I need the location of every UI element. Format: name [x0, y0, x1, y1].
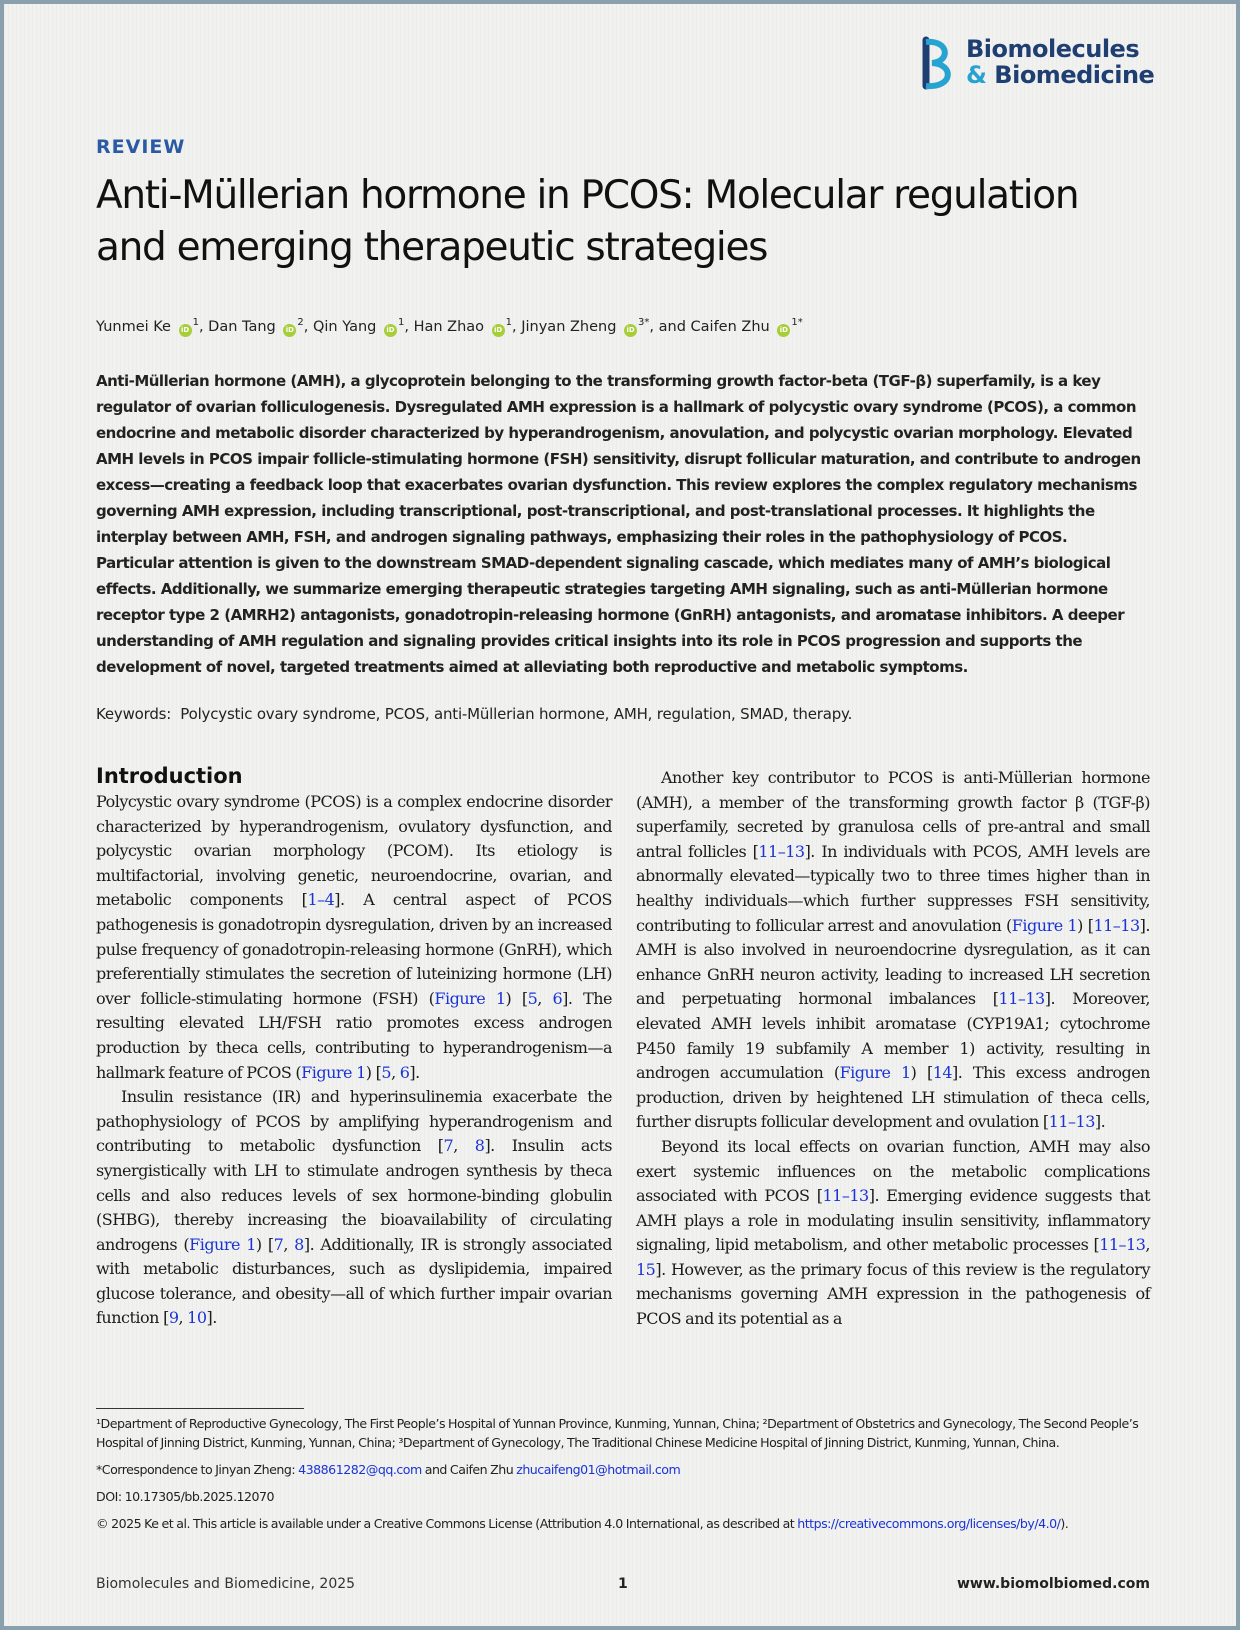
- text-run: ) [: [505, 988, 528, 1008]
- text-run: Polycystic ovary syndrome (PCOS) is a complex endocrine disorder characterized by hyperandrogenism, ovulatory dysfunction, and polycystic ovarian morphology (PCOM). Its etiology is multifactorial, involving genetic, neuroendocrine, ovarian, and metabolic components [: [96, 792, 612, 910]
- text-run: Another key contributor to PCOS is anti-Müllerian hormone (AMH), a member of the transforming growth factor β (TGF-β) superfamily, secreted by granulosa cells of pre-antral and small antral follicles [: [636, 768, 1150, 861]
- orcid-icon[interactable]: iD: [624, 324, 637, 337]
- orcid-icon[interactable]: iD: [384, 324, 397, 337]
- correspondence-mid: and Caifen Zhu: [421, 1462, 517, 1477]
- citation-link[interactable]: 7: [443, 1136, 454, 1156]
- text-run: ]. The resulting elevated LH/FSH ratio promotes excess androgen production by theca cells, contributing to hyperandrogenism—a hallmark feature of PCOS (: [96, 988, 613, 1082]
- author-separator: ,: [303, 318, 313, 335]
- license-note: [96, 1514, 1156, 1533]
- page-number: 1: [618, 1576, 628, 1592]
- body-column-right: [636, 766, 1150, 1332]
- citation-link[interactable]: 5: [527, 988, 538, 1008]
- logo-line-1: Biomolecules: [966, 35, 1140, 63]
- author-list: [96, 317, 1156, 337]
- citation-link[interactable]: 8: [294, 1234, 304, 1254]
- citation-link[interactable]: 11–13: [822, 1186, 869, 1206]
- text-run: ]. Additionally, IR is strongly associated with metabolic disturbances, such as dyslipidemia, impaired glucose tolerance, and obesity—all of which further impair ovarian function [: [96, 1234, 613, 1328]
- author-affiliation: 1: [397, 317, 405, 328]
- license-suffix: ).: [1060, 1516, 1069, 1531]
- author-name: Han Zhao: [413, 318, 489, 335]
- text-run: ]. Emerging evidence suggests that AMH plays a role in modulating insulin sensitivity, inflammatory signaling, lipid metabolism, and other metabolic processes [: [636, 1186, 1151, 1255]
- citation-link[interactable]: 11–13: [758, 841, 805, 861]
- author-name: Caifen Zhu: [690, 318, 775, 335]
- text-run: ) [: [255, 1234, 274, 1254]
- author-name: Dan Tang: [208, 318, 281, 335]
- section-heading-introduction: Introduction: [96, 764, 243, 788]
- text-run: ,: [453, 1136, 475, 1156]
- figure-link[interactable]: Figure 1: [1011, 915, 1078, 935]
- author-separator: ,: [404, 318, 414, 335]
- license-link[interactable]: https://creativecommons.org/licenses/by/4.0/: [797, 1516, 1061, 1531]
- logo-line-2: [966, 62, 1154, 88]
- keywords-label: Keywords:: [96, 705, 172, 723]
- citation-link[interactable]: 7: [273, 1234, 284, 1254]
- citation-link[interactable]: 10: [187, 1308, 207, 1328]
- text-run: ]. Moreover, elevated AMH levels inhibit aromatase (CYP19A1; cytochrome P450 family 19 subfamily A member 1) activity, resulting in androgen accumulation (: [636, 989, 1150, 1083]
- citation-link[interactable]: 6: [399, 1062, 410, 1082]
- keywords-text: Polycystic ovary syndrome, PCOS, anti-Müllerian hormone, AMH, regulation, SMAD, therapy.: [180, 705, 853, 723]
- body-paragraph: [636, 1135, 1150, 1332]
- text-run: ) [: [365, 1062, 382, 1082]
- correspondence-prefix: *Correspondence to Jinyan Zheng:: [96, 1462, 299, 1477]
- citation-link[interactable]: 15: [636, 1259, 656, 1279]
- figure-link[interactable]: Figure 1: [434, 988, 506, 1008]
- text-run: ].: [409, 1062, 420, 1082]
- text-run: ) [: [910, 1063, 933, 1083]
- affiliations-note: ¹Department of Reproductive Gynecology, The First People’s Hospital of Yunnan Province, Kunming, Yunnan, China; ²Department of Obstetrics and Gynecology, The Second People’s Hospital of Jinning District, Kunming, Yunnan, China; ³Department of Gynecology, The Traditional Chinese Medicine Hospital of Jinning District, Kunming, Yunnan, China.: [96, 1416, 1139, 1450]
- text-run: Beyond its local effects on ovarian function, AMH may also exert systemic influences on the metabolic complications associated with PCOS [: [636, 1136, 1150, 1206]
- citation-link[interactable]: 14: [932, 1063, 953, 1083]
- orcid-icon[interactable]: iD: [179, 324, 192, 337]
- citation-link[interactable]: 11–13: [1099, 1235, 1146, 1255]
- figure-link[interactable]: Figure 1: [839, 1063, 911, 1083]
- citation-link[interactable]: 11–13: [1048, 1112, 1095, 1132]
- text-run: ) [: [1077, 915, 1094, 935]
- email-link-1[interactable]: 438861282@qq.com: [298, 1462, 422, 1477]
- author-affiliation: 1: [192, 317, 199, 328]
- text-run: ,: [537, 988, 553, 1008]
- citation-link[interactable]: 11–13: [1093, 915, 1140, 935]
- article-page: [4, 4, 1236, 1626]
- keywords: [96, 705, 1156, 723]
- text-run: ].: [1094, 1112, 1106, 1132]
- text-run: ].: [206, 1308, 217, 1328]
- footnote-divider: [96, 1408, 304, 1409]
- author-affiliation: 1: [505, 317, 513, 328]
- journal-logo[interactable]: [916, 32, 1156, 94]
- orcid-icon[interactable]: iD: [283, 324, 296, 337]
- text-run: ,: [1145, 1235, 1150, 1255]
- author-name: Jinyan Zheng: [521, 318, 622, 335]
- text-run: ]. AMH is also involved in neuroendocrine dysregulation, as it can enhance GnRH neuron activity, leading to increased LH secretion and perpetuating hormonal imbalances [: [636, 915, 1150, 1009]
- figure-link[interactable]: Figure 1: [301, 1062, 366, 1082]
- author-name: Yunmei Ke: [96, 318, 176, 335]
- author-name: Qin Yang: [312, 318, 381, 335]
- text-run: ]. Insulin acts synergistically with LH to stimulate androgen synthesis by theca cells and also reduces levels of sex hormone-binding globulin (SHBG), thereby increasing the bioavailability of circulating androgens (: [96, 1136, 612, 1254]
- orcid-icon[interactable]: iD: [492, 324, 505, 337]
- author-affiliation: 1*: [791, 317, 803, 328]
- footer-website[interactable]: www.biomolbiomed.com: [956, 1576, 1150, 1592]
- doi-note[interactable]: DOI: 10.17305/bb.2025.12070: [96, 1489, 275, 1504]
- figure-link[interactable]: Figure 1: [189, 1234, 256, 1254]
- logo-line-2-text: Biomedicine: [994, 61, 1155, 89]
- text-run: ,: [391, 1062, 400, 1082]
- citation-link[interactable]: 5: [381, 1062, 392, 1082]
- citation-link[interactable]: 8: [474, 1136, 485, 1156]
- abstract: Anti-Müllerian hormone (AMH), a glycoprotein belonging to the transforming growth factor-beta (TGF-β) superfamily, is a key regulator of ovarian folliculogenesis. Dysregulated AMH expression is a hallmark of polycystic ovary syndrome (PCOS), a common endocrine and metabolic disorder characterized by hyperandrogenism, anovulation, and polycystic ovarian morphology. Elevated AMH levels in PCOS impair follicle-stimulating hormone (FSH) sensitivity, disrupt follicular maturation, and contribute to androgen excess—creating a feedback loop that exacerbates ovarian dysfunction. This review explores the complex regulatory mechanisms governing AMH expression, including transcriptional, post-transcriptional, and post-translational processes. It highlights the interplay between AMH, FSH, and androgen signaling pathways, emphasizing their roles in the pathophysiology of PCOS. Particular attention is given to the downstream SMAD-dependent signaling cascade, which mediates many of AMH’s biological effects. Additionally, we summarize emerging therapeutic strategies targeting AMH signaling, such as anti-Müllerian hormone receptor type 2 (AMRH2) antagonists, gonadotropin-releasing hormone (GnRH) antagonists, and aromatase inhibitors. A deeper understanding of AMH regulation and signaling provides critical insights into its role in PCOS progression and supports the development of novel, targeted treatments aimed at alleviating both reproductive and metabolic symptoms.: [96, 372, 1141, 676]
- citation-link[interactable]: 6: [552, 988, 563, 1008]
- article-type-label: REVIEW: [96, 136, 186, 158]
- correspondence-note: [96, 1460, 1156, 1479]
- text-run: ]. A central aspect of PCOS pathogenesis is gonadotropin dysregulation, driven by an increased pulse frequency of gonadotropin-releasing hormone (GnRH), which preferentially stimulates the secretion of luteinizing hormone (LH) over follicle-stimulating hormone (FSH) (: [96, 890, 613, 1008]
- text-run: Insulin resistance (IR) and hyperinsulinemia exacerbate the pathophysiology of PCOS by amplifying hyperandrogenism and contributing to metabolic dysfunction [: [96, 1087, 612, 1156]
- license-prefix: © 2025 Ke et al. This article is available under a Creative Commons License (Attribution 4.0 International, as described at: [96, 1516, 798, 1531]
- text-run: ]. This excess androgen production, driven by heightened LH stimulation of theca cells, further disrupts follicular development and ovulation [: [636, 1063, 1150, 1132]
- body-column-left: [96, 790, 612, 1331]
- text-run: ,: [283, 1234, 295, 1254]
- journal-logo-icon: [920, 36, 954, 90]
- citation-link[interactable]: 9: [168, 1308, 179, 1328]
- body-paragraph: [96, 790, 612, 1085]
- footer-journal: Biomolecules and Biomedicine, 2025: [96, 1576, 356, 1592]
- citation-link[interactable]: 11–13: [998, 989, 1045, 1009]
- author-affiliation: 3*: [638, 317, 650, 328]
- text-run: ]. However, as the primary focus of this review is the regulatory mechanisms governing AMH expression in the pathogenesis of PCOS and its potential as a: [636, 1259, 1150, 1329]
- body-paragraph: [96, 1085, 612, 1331]
- article-title: Anti-Müllerian hormone in PCOS: Molecular regulation and emerging therapeutic strategies: [96, 173, 1079, 270]
- text-run: ,: [178, 1308, 188, 1328]
- body-paragraph: [636, 766, 1150, 1135]
- footnotes: [96, 1414, 1156, 1541]
- orcid-icon[interactable]: iD: [777, 324, 790, 337]
- author-separator: ,: [512, 318, 522, 335]
- author-separator: , and: [649, 318, 691, 335]
- journal-logo-text: [966, 36, 1154, 88]
- author-separator: ,: [198, 318, 209, 335]
- logo-ampersand: &: [966, 61, 987, 89]
- email-link-2[interactable]: zhucaifeng01@hotmail.com: [516, 1462, 681, 1477]
- author-affiliation: 2: [297, 317, 304, 328]
- citation-link[interactable]: 1–4: [307, 890, 335, 910]
- text-run: ]. In individuals with PCOS, AMH levels are abnormally elevated—typically two to three times higher than in healthy individuals—which further suppresses FSH sensitivity, contributing to follicular arrest and anovulation (: [636, 841, 1150, 935]
